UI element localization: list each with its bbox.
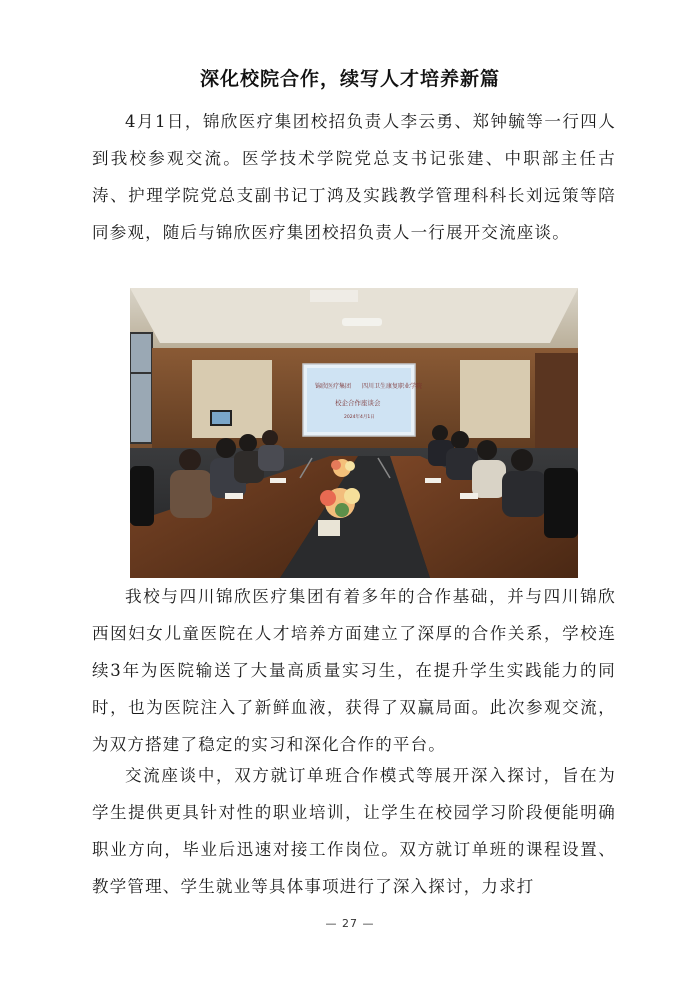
article-title: 深化校院合作，续写人才培养新篇	[199, 68, 500, 90]
paragraph-2: 我校与四川锦欣医疗集团有着多年的合作基础，并与四川锦欣西囡妇女儿童医院在人才培养方面建立了深厚的合作关系，学校连续3年为医院输送了大量高质量实习生，在提升学生实践能力的同时，也为医院注入了新鲜血液，获得了双赢局面。此次参观交流，为双方搭建了稳定的实习和深化合作的平台。	[92, 587, 616, 754]
screen-date: 2024年4月1日	[344, 415, 375, 420]
paragraph-1: 4月1日，锦欣医疗集团校招负责人李云勇、郑钟毓等一行四人到我校参观交流。医学技术学院党总支书记张建、中职部主任古涛、护理学院党总支副书记丁鸿及实践教学管理科科长刘远策等陪同参观，随后与锦欣医疗集团校招负责人一行展开交流座谈。	[92, 112, 616, 242]
screen-right-org: 四川卫生康复职业学院	[362, 383, 423, 390]
page-number: — 27 —	[325, 917, 375, 930]
screen-left-org: 锦欣医疗集团	[315, 383, 352, 390]
meeting-photo	[130, 288, 578, 578]
paragraph-3: 交流座谈中，双方就订单班合作模式等展开深入探讨，旨在为学生提供更具针对性的职业培训，让学生在校园学习阶段便能明确职业方向，毕业后迅速对接工作岗位。双方就订单班的课程设置、教学管理、学生就业等具体事项进行了深入探讨，力求打	[92, 766, 616, 896]
meeting-photo-illustration	[130, 288, 578, 578]
screen-subtitle: 校企合作座谈会	[335, 399, 381, 407]
